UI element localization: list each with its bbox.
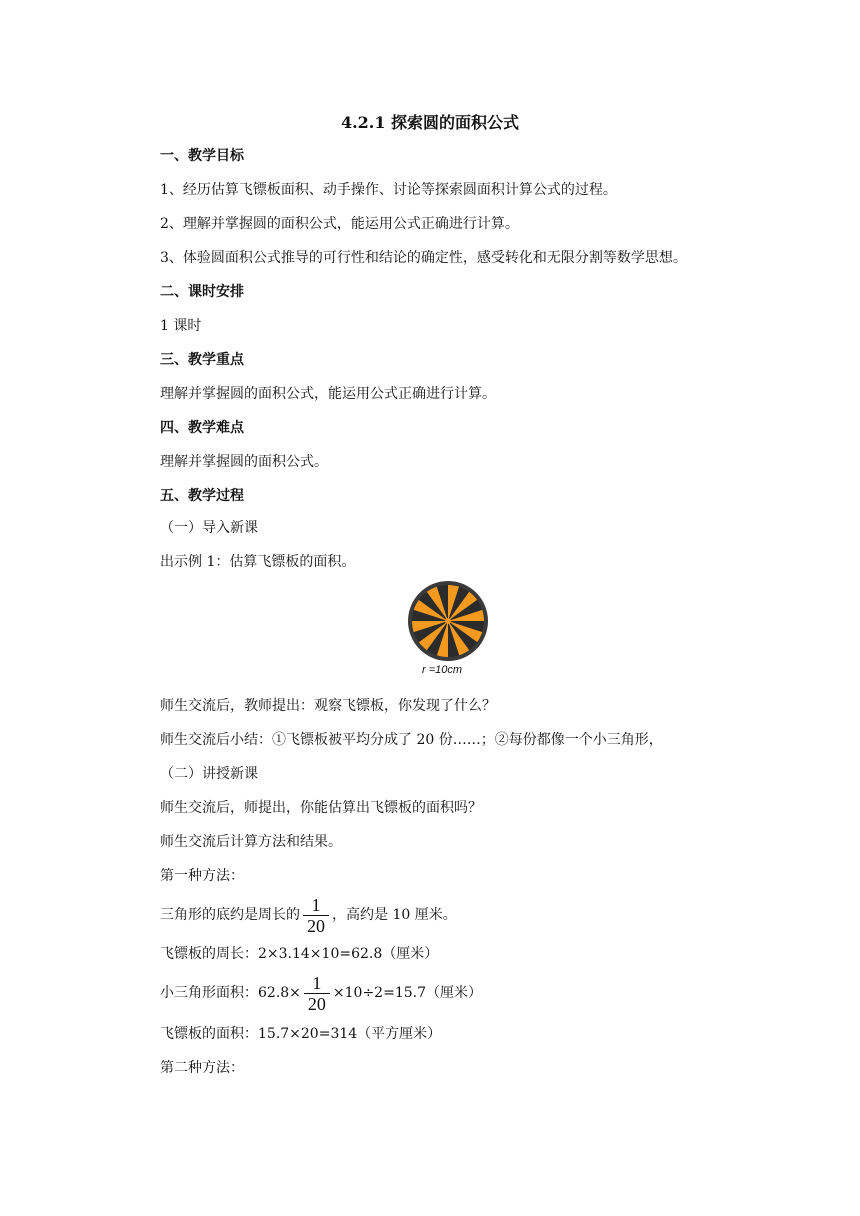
triangle-base-text-b: ，高约是 10 厘米。 <box>332 907 457 923</box>
dartboard-image <box>398 580 498 664</box>
perimeter-line: 飞镖板的周长：2×3.14×10=62.8（厘米） <box>160 946 439 962</box>
triangle-area-text-b: ×10÷2=15.7（厘米） <box>332 985 482 1001</box>
goal-3: 3、体验圆面积公式推导的可行性和结论的确定性，感受转化和无限分割等数学思想。 <box>160 250 687 266</box>
heading-difficulty: 四、教学难点 <box>160 420 244 436</box>
key-point-text: 理解并掌握圆的面积公式，能运用公式正确进行计算。 <box>160 386 496 402</box>
triangle-area-line <box>160 972 482 1014</box>
method-1-heading: 第一种方法： <box>160 868 244 884</box>
fraction-numerator-2: 1 <box>304 973 330 994</box>
triangle-base-line <box>160 894 457 936</box>
dartboard-center <box>445 618 451 624</box>
fraction-one-twentieth <box>303 895 329 936</box>
example-1-text: 出示例 1：估算飞镖板的面积。 <box>160 554 356 570</box>
subheading-new-lesson: （二）讲授新课 <box>160 766 258 782</box>
triangle-base-text-a: 三角形的底约是周长的 <box>160 907 300 923</box>
fraction-numerator: 1 <box>303 895 329 916</box>
difficulty-text: 理解并掌握圆的面积公式。 <box>160 454 328 470</box>
method-2-heading: 第二种方法： <box>160 1060 244 1076</box>
heading-key-point: 三、教学重点 <box>160 352 244 368</box>
teacher-question-1: 师生交流后，教师提出：观察飞镖板，你发现了什么？ <box>160 698 496 714</box>
schedule-text: 1 课时 <box>160 318 202 334</box>
heading-teaching-goals: 一、教学目标 <box>160 148 244 164</box>
calculation-intro: 师生交流后计算方法和结果。 <box>160 834 342 850</box>
triangle-area-text-a: 小三角形面积：62.8× <box>160 985 301 1001</box>
board-area-line: 飞镖板的面积：15.7×20=314（平方厘米） <box>160 1026 442 1042</box>
heading-process: 五、教学过程 <box>160 488 244 504</box>
dartboard-figure <box>398 580 498 682</box>
goal-2: 2、理解并掌握圆的面积公式，能运用公式正确进行计算。 <box>160 216 519 232</box>
dartboard-caption: r =10cm <box>422 664 463 676</box>
fraction-denominator-2: 20 <box>307 993 326 1014</box>
goal-1: 1、经历估算飞镖板面积、动手操作、讨论等探索圆面积计算公式的过程。 <box>160 182 617 198</box>
document-title: 4.2.1 探索圆的面积公式 <box>340 113 520 132</box>
fraction-denominator: 20 <box>307 915 325 936</box>
subheading-intro: （一）导入新课 <box>160 520 258 536</box>
fraction-one-twentieth-2 <box>304 973 330 1014</box>
summary-1: 师生交流后小结：①飞镖板被平均分成了 20 份……；②每份都像一个小三角形， <box>160 732 663 748</box>
heading-schedule: 二、课时安排 <box>160 284 244 300</box>
teacher-question-2: 师生交流后，师提出，你能估算出飞镖板的面积吗？ <box>160 800 482 816</box>
